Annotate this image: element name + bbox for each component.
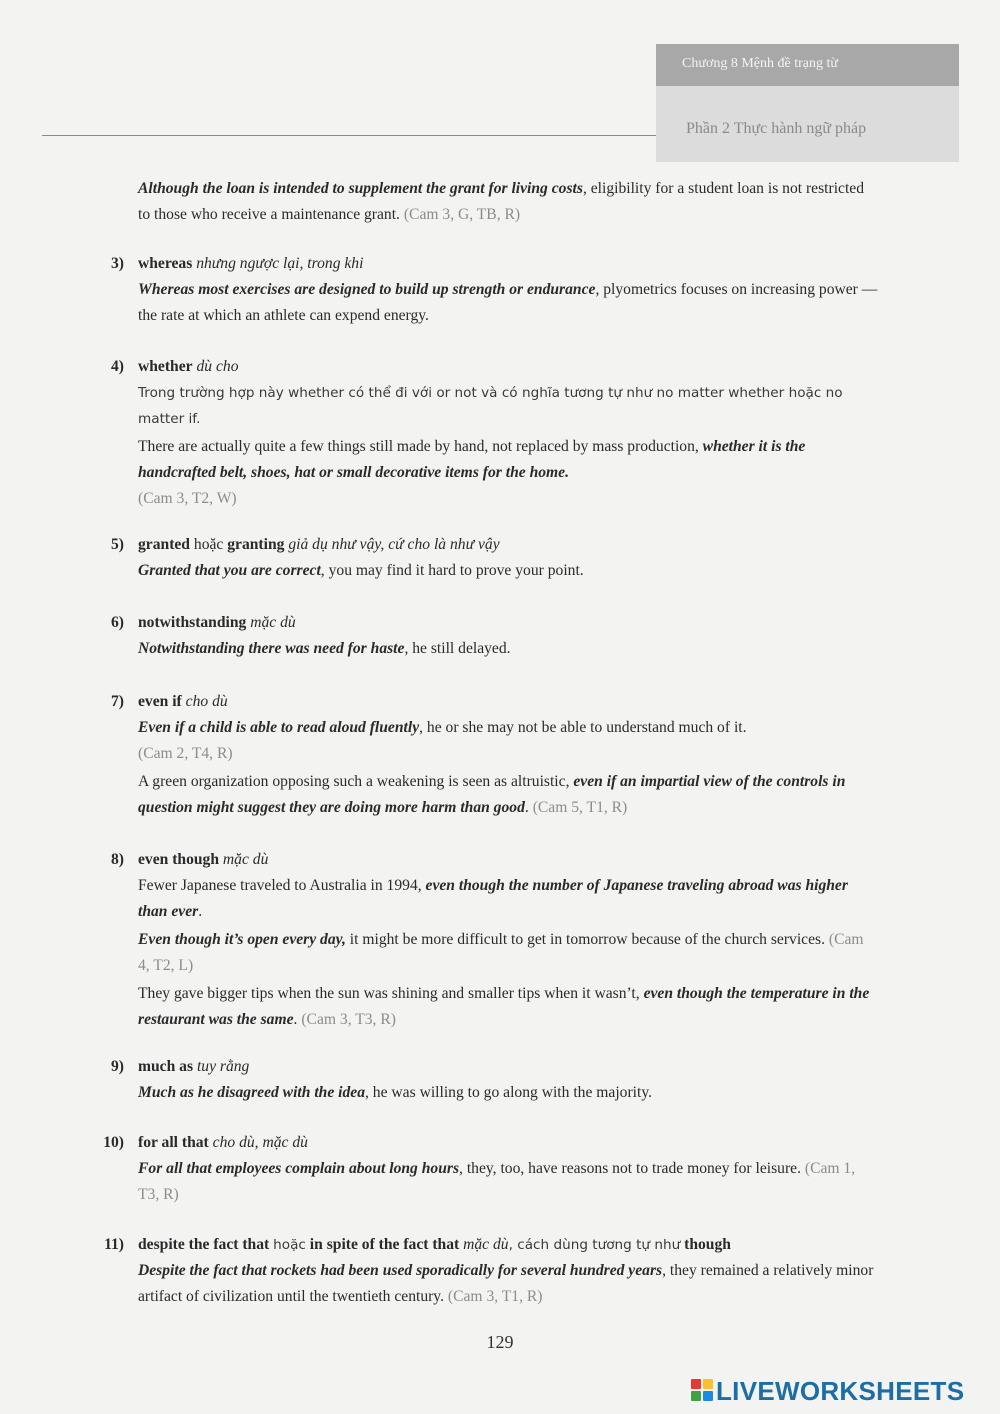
list-item-whereas	[138, 251, 878, 329]
example	[138, 981, 878, 1033]
item-term: whether	[138, 358, 193, 375]
example	[138, 277, 878, 329]
example-text: it might be more difficult to get in tomorrow because of the church services.	[345, 931, 825, 948]
example-ref: (Cam 3, T3, R)	[301, 1011, 396, 1028]
example-bold: Despite the fact that rockets had been used sporadically for several hundred years	[138, 1262, 663, 1279]
chapter-header	[656, 44, 959, 162]
item-term: despite the fact that	[138, 1236, 270, 1253]
example-bold: Even though it’s open every day,	[138, 931, 346, 948]
example	[138, 558, 878, 584]
item-meaning: cho dù	[185, 693, 228, 710]
example-text: , they, too, have reasons not to trade money for leisure.	[459, 1160, 801, 1177]
list-item-much-as	[138, 1054, 878, 1106]
item-heading	[138, 1130, 878, 1156]
example-text: They gave bigger tips when the sun was shining and smaller tips when it wasn’t,	[138, 985, 644, 1002]
item-term: granted	[138, 536, 190, 553]
example-bold: Granted that you are correct	[138, 562, 321, 579]
example-text-end: .	[524, 799, 529, 816]
example-text: , you may find it hard to prove your point.	[320, 562, 584, 579]
item-meaning: mặc dù	[463, 1236, 509, 1253]
item-number: 8)	[111, 851, 124, 868]
example-text: , he or she may not be able to understand much of it.	[419, 719, 747, 736]
example	[138, 715, 878, 767]
item-number: 11)	[104, 1236, 124, 1253]
page-number: 129	[486, 1332, 514, 1352]
usage-note: Trong trường hợp này whether có thể đi với or not và có nghĩa tương tự như no matter whether hoặc no matter if.	[138, 385, 843, 427]
intro-example	[138, 176, 878, 228]
example-ref: (Cam 3, T2, W)	[138, 490, 237, 507]
example-text: , he was willing to go along with the majority.	[365, 1084, 652, 1101]
example-bold: whether it is the handcrafted belt, shoes, hat or small decorative items for the home.	[138, 438, 806, 481]
example-text-end: .	[198, 903, 203, 920]
item-number: 10)	[103, 1134, 124, 1151]
item-term: whereas	[138, 255, 193, 272]
chapter-title: Chương 8 Mệnh đề trạng từ	[682, 56, 838, 71]
item-term-alt: in spite of the fact that	[309, 1236, 460, 1253]
item-term: notwithstanding	[138, 614, 247, 631]
example-bold: even though the temperature in the restaurant was the same	[138, 985, 870, 1028]
item-meaning: mặc dù	[250, 614, 296, 631]
example	[138, 434, 878, 512]
list-item-even-if	[138, 689, 878, 821]
list-item-even-though	[138, 847, 878, 1033]
item-number: 4)	[111, 358, 124, 375]
example-text: A green organization opposing such a weakening is seen as altruistic,	[138, 773, 574, 790]
example	[138, 1258, 878, 1310]
example-ref: (Cam 3, T1, R)	[447, 1288, 543, 1305]
list-item-notwithstanding	[138, 610, 878, 662]
item-number: 6)	[111, 614, 124, 631]
item-usage-tail: , cách dùng tương tự như	[508, 1237, 681, 1253]
item-heading	[138, 847, 878, 873]
part-title: Phần 2 Thực hành ngữ pháp	[686, 120, 867, 137]
example-text: , plyometrics focuses on increasing power — the rate at which an athlete can expend energy.	[138, 281, 878, 324]
item-heading	[138, 689, 878, 715]
example	[138, 927, 878, 979]
example-bold: Even if a child is able to read aloud fluently	[138, 719, 420, 736]
example	[138, 1156, 878, 1208]
intro-ref: (Cam 3, G, TB, R)	[403, 206, 521, 223]
example-ref: (Cam 5, T1, R)	[532, 799, 628, 816]
chapter-band	[656, 44, 959, 86]
item-term: even if	[138, 693, 182, 710]
intro-bold: Although the loan is intended to supplement the grant for living costs	[138, 180, 583, 197]
item-number: 5)	[111, 536, 124, 553]
list-item-for-all-that	[138, 1130, 878, 1208]
item-heading	[138, 1054, 878, 1080]
item-term-ref: though	[684, 1236, 731, 1253]
logo-grid-icon	[691, 1379, 713, 1401]
item-heading	[138, 1232, 878, 1258]
item-number: 7)	[111, 693, 124, 710]
example	[138, 636, 878, 662]
example-text: , they remained a relatively minor artifact of civilization until the twentieth century.	[138, 1262, 874, 1305]
item-meaning: nhưng ngược lại, trong khi	[196, 255, 364, 272]
list-item-granted	[138, 532, 878, 584]
item-conjunction: hoặc	[193, 536, 224, 553]
example-ref: (Cam 2, T4, R)	[138, 745, 233, 762]
item-meaning: cho dù, mặc dù	[212, 1134, 308, 1151]
example-bold: Notwithstanding there was need for haste	[138, 640, 405, 657]
example-ref: (Cam 1, T3, R)	[138, 1160, 856, 1203]
item-heading	[138, 532, 878, 558]
item-heading	[138, 354, 878, 380]
example-text: There are actually quite a few things still made by hand, not replaced by mass production,	[138, 438, 703, 455]
example	[138, 769, 878, 821]
example-bold: Whereas most exercises are designed to build up strength or endurance	[138, 281, 596, 298]
item-heading	[138, 251, 878, 277]
item-meaning: tuy rằng	[196, 1058, 250, 1075]
example-bold: Much as he disagreed with the idea	[138, 1084, 365, 1101]
example-bold: For all that employees complain about long hours	[138, 1160, 460, 1177]
example-text-end: .	[293, 1011, 298, 1028]
item-term: much as	[138, 1058, 194, 1075]
item-meaning: dù cho	[196, 358, 239, 375]
example	[138, 1080, 878, 1106]
item-term: for all that	[138, 1134, 209, 1151]
example-ref: (Cam 4, T2, L)	[138, 931, 864, 974]
item-meaning: mặc dù	[222, 851, 269, 868]
example-bold: even if an impartial view of the controls in question might suggest they are doing more harm than good	[138, 773, 846, 816]
list-item-whether	[138, 354, 878, 512]
item-meaning: giả dụ như vậy, cứ cho là như vậy	[288, 536, 500, 553]
intro-text: , eligibility for a student loan is not restricted to those who receive a maintenance grant.	[138, 180, 864, 223]
item-term-alt: granting	[227, 536, 285, 553]
example	[138, 873, 878, 925]
item-term: even though	[138, 851, 220, 868]
item-heading	[138, 610, 878, 636]
item-number: 3)	[111, 255, 124, 272]
example-text: Fewer Japanese traveled to Australia in 1994,	[138, 877, 426, 894]
example-bold: even though the number of Japanese traveling abroad was higher than ever	[138, 877, 848, 920]
list-item-despite-the-fact-that	[138, 1232, 878, 1310]
example-text: , he still delayed.	[404, 640, 511, 657]
logo-text: LIVEWORKSHEETS	[716, 1376, 965, 1406]
item-conjunction: hoặc	[273, 1237, 306, 1253]
item-number: 9)	[111, 1058, 124, 1075]
